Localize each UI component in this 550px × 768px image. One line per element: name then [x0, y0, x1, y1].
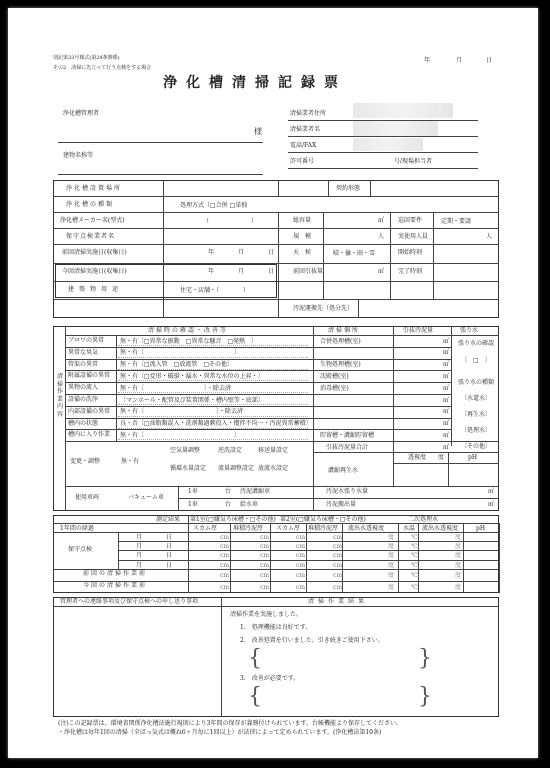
water-header: 張り水 [460, 327, 479, 334]
check-row-options[interactable]: 無・有〔 〕 [120, 349, 241, 357]
transp-label: 透視度 [408, 454, 427, 461]
check-row-label: 内部設備の異常 [68, 407, 111, 415]
redacted-tel [353, 138, 423, 151]
recycle-label: 濃縮再生水 [328, 467, 359, 474]
check-row-options[interactable]: 〔マンホール・配管及び装置関係・槽内壁等・底部〕 [120, 396, 264, 404]
check-row-options[interactable]: 無・有〔 〕・除去済 [120, 384, 232, 392]
notes-title: 管理者への連絡事項及び保守点検への申し送り事項 [60, 598, 199, 605]
form-sub: その2 清掃に先立って行う点検をする場合 [53, 65, 152, 71]
contract-label: 契約形態 [336, 185, 361, 192]
unit-row-label: 合併処理槽(室) [320, 337, 361, 345]
concentrate-label: 汚泥濃縮車 [240, 488, 271, 495]
capacity-label: 総容量 [293, 217, 312, 224]
bracket-open-icon: { [248, 646, 262, 671]
maker-paren: （ ） [203, 218, 258, 225]
form-page: 別記第33号様式(第24条関係) その2 清掃に先立って行う点検をする場合 年 月 日 浄化槽清掃記録票 浄化槽管理者 様 建物名称等 清掃業者住所 清掃業者名 電話/FAX 許可番号 号/現場担当者 浄化槽設置場所 契約形態 浄化槽の種類 処理方式（□合併 □単独 浄化槽メーカー名(型式) （ ） 総容量 ㎥ 巡回要件 定期・要請 保守点検業者名 規模 人 実使用人員 人 前回清掃実施日(収集日) 年 月 日 天候 晴・曇・雨・雪 開始時刻 今回清掃実施日(収集日) 年 月 日 前回引抜量 ㎥ 完了時刻 建築物用途 住宅・店舗・（ ） 汚泥運搬先（処分先） 清掃時の確認・改善等 清掃個所 引抜汚泥量 張り水 清掃作業内容 変更・調整 無・有 空気量調整 逆洗設定 移送量設定 循環水量設定 流量調整設定 放流水設定 使用車両 バキューム車 1車 台 汚泥濃縮車 1車 台 給水車 引抜汚泥量合計 ㎥ 濃縮再生水 透視度 度 pH 汚泥水張り水量 ㎥ 汚泥搬出量 ㎥ 張り水の確認 〔 □ 〕 張り水の種類 〔水道水〕 〔再生水〕 〔処理水〕 〔その他〕 測定結果 第1室(□嫌気ろ床槽・□その他) 第2室(□嫌気ろ床槽・□その他) 二次処理水 スカム厚 堆積汚泥厚 スカム厚 堆積汚泥厚 流出水透視度 水温 流出水透視度 pH 1年間の経過 保守点検 前回の清掃作業前 今回の清掃作業前 管理者への連絡事項及び保守点検への申し送り事項 清掃作業結果 清掃作業を実施しました。 1. 処理機能は良好です。 2. 改善処置を行いました。引き続きご使用下さい。 { } 3. 改善が必要です。 { } (注)この記録票は、環境省関係浄化槽法施行規則により3年間の保存が義務付けられています。台帳機能より保存してください。 ・浄化槽は毎年1回の清掃（全ばっ気式は概ね6ヶ月毎に1回以上）が法律によって定められています。(浄化槽法第10条) ブロワの異常 無・有〔□異常な振動 □異常な騒音 □発熱 〕 異常な臭気 無・有〔 〕 管渠の異常 無・有〔□流入管 □放流管 □その他〕 附属設備の異常 無・有〔□変形・破損・漏水・異常な水位の上昇・〕 異物の流入 無・有〔 〕・除去済 設備の洗浄 〔マンホール・配管及び装置関係・槽内壁等・底部〕 内部設備の異常 無・有〔 〕・除去済 槽内の状態 良・否〔□油脂類混入・洗剤類過剰投入・攪拌不均一・汚泥異常蓄積〕 槽内に入り作業 無・有〔 〕 合併処理槽(室) ㎥ ㎥ 生物処理槽(室) ㎥ 沈殿槽(室) ㎥ 消毒槽(室) ㎥ ㎥ ㎥ ㎥ 貯留槽・濃縮貯留槽 ㎥ 月 日 cm cm cm cm 度 ℃ 度 月 日 cm cm cm cm 度 ℃ 度 月 日 cm cm cm cm 度 ℃ 度 月 日 cm cm cm cm 度 ℃ 度 cm cm cm cm 度 ℃ 度 cm cm cm cm 度 ℃ 度 [8, 8, 538, 758]
permit-suffix: 号/現場担当者 [394, 158, 433, 165]
date-month: 月 [456, 57, 463, 64]
location-label: 浄化槽設置場所 [66, 185, 123, 192]
check-row-options[interactable]: 無・有〔□変形・破損・漏水・異常な水位の上昇・〕 [120, 372, 264, 380]
pull-header: 引抜汚泥量 [403, 327, 434, 334]
bracket-close-icon: } [418, 646, 432, 671]
start-time-label: 開始時刻 [398, 249, 423, 256]
prev-clean-label: 前回の清掃作業前 [83, 570, 148, 577]
unit-row-m3: ㎥ [443, 361, 450, 369]
measure-title: 測定結果 [156, 516, 181, 523]
check-row-options[interactable]: 無・有〔 〕 [120, 431, 241, 439]
building-label: 建物名称等 [63, 152, 94, 159]
water-truck-label: 給水車 [240, 501, 259, 508]
permit-label: 許可番号 [290, 158, 315, 165]
people-unit: 人 [378, 233, 385, 240]
check-row-label: 設備の洗浄 [68, 396, 99, 403]
requirement-opts: 定期・要請 [441, 218, 472, 225]
result-title: 清掃作業結果 [308, 598, 369, 605]
vehicle-label: 使用車両 [75, 494, 100, 501]
manager-label: 浄化槽管理者 [63, 110, 100, 117]
sludge-dest-label: 汚泥運搬先（処分先） [293, 305, 354, 312]
bracket-open-icon-2: { [248, 684, 262, 709]
check-row-label: ブロワの異常 [68, 337, 105, 344]
redacted-name [353, 121, 438, 136]
usage-opts: 住宅・店舗・（ ） [180, 287, 250, 294]
unit-row-m3: ㎥ [443, 337, 450, 345]
this-date-label: 今回清掃実施日(収集日) [62, 268, 127, 275]
scale-label: 規模 [293, 233, 318, 240]
unit-row-label: 消毒槽(室) [320, 384, 349, 392]
unit-row-label: 沈殿槽(室) [320, 372, 349, 380]
capacity-unit: ㎥ [378, 217, 385, 224]
check-row-options[interactable]: 良・否〔□油脂類混入・洗剤類過剰投入・攪拌不均一・汚泥異常蓄積〕 [120, 420, 312, 428]
page-title: 浄化槽清掃記録票 [163, 75, 347, 91]
type-options: 処理方式（□合併 □単独 [180, 202, 248, 209]
result-option-2[interactable]: 2. 改善処置を行いました。引き続きご使用下さい。 [240, 637, 384, 644]
date-day: 日 [486, 57, 493, 64]
in-water-label: 汚泥水張り水量 [326, 488, 369, 495]
unit-row-m3: ㎥ [443, 420, 450, 428]
ph-label: pH [468, 454, 478, 461]
footer-note-2: ・浄化槽は毎年1回の清掃（全ばっ気式は概ね6ヶ月毎に1回以上）が法律によって定められています。(浄化槽法第10条) [58, 729, 382, 736]
out-label: 汚泥搬出量 [326, 501, 357, 508]
check-row-options[interactable]: 無・有〔□流入管 □放流管 □その他〕 [120, 361, 234, 369]
henko-label: 変更・調整 [70, 458, 101, 465]
result-intro: 清掃作業を実施しました。 [230, 611, 303, 618]
unit-row-m3: ㎥ [443, 408, 450, 416]
tel-label: 電話/FAX [290, 142, 317, 149]
check-row-label: 異物の流入 [68, 384, 99, 392]
requirement-label: 巡回要件 [398, 217, 423, 224]
check-row-label: 異常な臭気 [68, 348, 99, 356]
footer-note-1: (注)この記録票は、環境省関係浄化槽法施行規則により3年間の保存が義務付けられています。台帳機能より保存してください。 [58, 720, 403, 727]
check-row-options[interactable]: 無・有〔□異常な振動 □異常な騒音 □発熱 〕 [120, 337, 258, 345]
unit-row-label: 生物処理槽(室) [320, 361, 361, 369]
maint-label: 保守点検 [68, 546, 93, 553]
sama-label: 様 [254, 127, 262, 136]
cleaner-address-label: 清掃業者住所 [290, 110, 327, 117]
prev-date-label: 前回清掃実施日(収集日) [62, 249, 127, 256]
check-row-label: 管渠の異常 [68, 360, 99, 368]
check-row-label: 附属設備の異常 [68, 372, 111, 380]
type-label: 浄化槽の種類 [66, 201, 115, 208]
result-option-1[interactable]: 1. 処理機能は良好です。 [240, 624, 312, 631]
unit-row-m3: ㎥ [443, 372, 450, 380]
weather-label: 天候 [293, 249, 318, 256]
check-row-label: 槽内の状態 [68, 419, 99, 427]
unit-row-m3: ㎥ [443, 349, 450, 357]
maker-label: 浄化槽メーカー名(型式) [60, 217, 125, 224]
check-side-label: 清掃作業内容 [56, 373, 63, 418]
unit-header: 清掃個所 [328, 327, 361, 334]
result-option-3[interactable]: 3. 改善が必要です。 [240, 675, 300, 682]
actual-label: 実使用人員 [398, 233, 429, 240]
pull-label: 前回引抜量 [293, 268, 324, 275]
unit-row-label: 貯留槽・濃縮貯留槽 [320, 431, 375, 439]
inspector-label: 保守点検業者名 [66, 233, 116, 240]
cleaner-name-label: 清掃業者名 [290, 126, 321, 133]
unit-row-m3: ㎥ [443, 431, 450, 439]
date-year: 年 [424, 57, 431, 64]
people-unit-2: 人 [486, 233, 493, 240]
total-label: 引抜汚泥量合計 [326, 444, 369, 451]
redacted-address [353, 103, 453, 118]
check-row-label: 槽内に入り作業 [68, 431, 111, 439]
form-ref: 別記第33号様式(第24条関係) [53, 55, 120, 61]
usage-label: 建築物用途 [68, 286, 124, 293]
end-time-label: 完了時刻 [398, 268, 423, 275]
check-row-options[interactable]: 無・有〔 〕・除去済 [120, 408, 244, 416]
weather-opts: 晴・曇・雨・雪 [333, 250, 376, 257]
henko-opts: 無・有 [121, 458, 140, 465]
unit-row-m3: ㎥ [443, 396, 450, 404]
now-clean-label: 今回の清掃作業前 [83, 582, 148, 589]
unit-row-m3: ㎥ [443, 384, 450, 392]
bracket-close-icon-2: } [418, 684, 432, 709]
vacuum-label: バキューム車 [128, 494, 165, 501]
pull-unit: ㎥ [378, 268, 385, 275]
year-label: 1年間の経過 [60, 525, 94, 532]
check-header: 清掃時の確認・改善等 [148, 327, 229, 334]
